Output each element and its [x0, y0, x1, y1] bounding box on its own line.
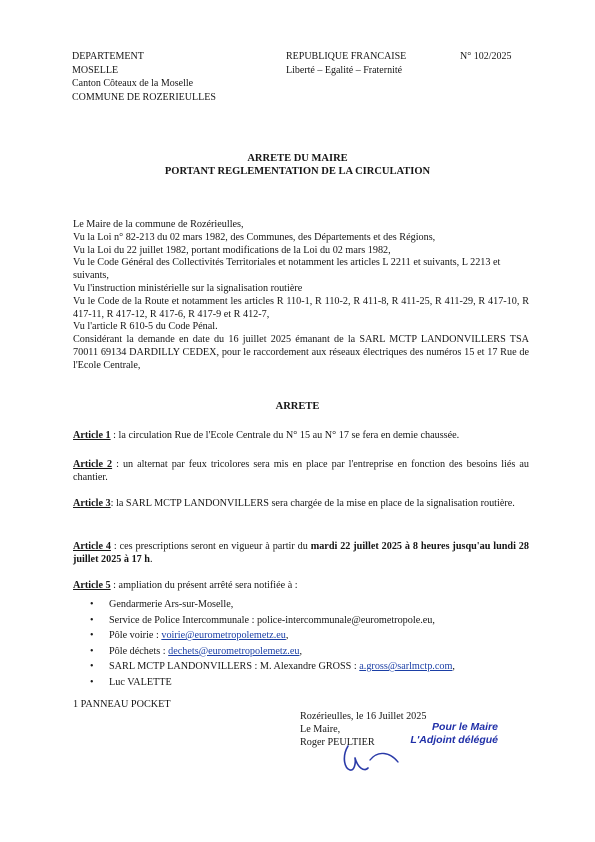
article-1-label: Article 1: [73, 430, 111, 441]
delegation-stamp: [404, 721, 498, 747]
republic-title: REPUBLIQUE FRANCAISE: [286, 51, 407, 62]
article-4-period: mardi 22 juillet 2025 à 8 heures jusqu'au lundi 28 juillet 2025 à 17 h: [73, 541, 529, 565]
list-item: [90, 613, 455, 629]
article-4: [73, 541, 529, 567]
article-2: [73, 459, 529, 485]
list-item: [90, 659, 455, 675]
email-link[interactable]: dechets@eurometropolemetz.eu: [168, 645, 300, 657]
preamble-line: Vu l'instruction ministérielle sur la signalisation routière: [73, 282, 303, 294]
recipient-text: SARL MCTP LANDONVILLERS : M. Alexandre GROSS :: [109, 661, 360, 672]
decree-title-line1: ARRETE DU MAIRE: [247, 153, 348, 164]
list-item: [90, 597, 455, 613]
preamble-line: Vu la Loi n° 82-213 du 02 mars 1982, des Communes, des Départements et des Régions,: [73, 231, 436, 243]
decree-heading: ARRETE: [275, 401, 320, 412]
stamp-line2: L'Adjoint délégué: [410, 734, 498, 746]
commune-name: COMMUNE DE ROZERIEULLES: [72, 91, 216, 103]
article-3-label: Article 3: [73, 498, 111, 509]
article-5: [73, 580, 298, 593]
article-3-text: : la SARL MCTP LANDONVILLERS sera chargée de la mise en place de la signalisation routière.: [110, 498, 515, 509]
preamble-line: Le Maire de la commune de Rozérieulles,: [73, 219, 244, 230]
stamp-line1: Pour le Maire: [432, 721, 498, 733]
decree-title-line2: PORTANT REGLEMENTATION DE LA CIRCULATION: [164, 166, 431, 177]
panel-note: 1 PANNEAU POCKET: [73, 699, 171, 710]
article-4-label: Article 4: [73, 541, 111, 552]
department-name: MOSELLE: [72, 64, 119, 76]
handwritten-signature: [340, 738, 410, 778]
preamble: [73, 219, 529, 373]
republic-motto: Liberté – Egalité – Fraternité: [286, 64, 403, 76]
email-link[interactable]: a.gross@sarlmctp.com: [359, 661, 453, 672]
article-4-text: : ces prescriptions seront en vigueur à partir du: [110, 541, 311, 552]
header-left: [72, 50, 216, 104]
header-center: [286, 50, 406, 77]
recipient-suffix: ,: [299, 645, 302, 657]
department-label: DEPARTEMENT: [72, 51, 144, 62]
canton-name: Canton Côteaux de la Moselle: [72, 78, 194, 89]
list-item: [90, 644, 455, 660]
article-4-end: .: [149, 553, 153, 565]
article-1-text: : la circulation Rue de l'Ecole Centrale du N° 15 au N° 17 se fera en demie chaussée.: [110, 430, 460, 441]
recipient-text: Luc VALETTE: [109, 676, 172, 688]
recipient-suffix: ,: [452, 661, 455, 672]
recipient-text: Service de Police Intercommunale : police-intercommunale@eurometropole.eu,: [109, 614, 435, 626]
recipient-text: Gendarmerie Ars-sur-Moselle,: [109, 599, 234, 610]
recipient-suffix: ,: [285, 630, 289, 641]
article-5-label: Article 5: [73, 580, 111, 591]
list-item: [90, 675, 455, 691]
recipient-text: Pôle déchets :: [109, 645, 169, 657]
email-link[interactable]: voirie@eurometropolemetz.eu: [161, 630, 286, 641]
signature-role: Le Maire,: [300, 724, 341, 735]
article-2-text: : un alternat par feux tricolores sera mis en place par l'entreprise en fonction des besoins liés au chantier.: [73, 459, 529, 483]
article-2-label: Article 2: [73, 459, 113, 470]
decree-number: N° 102/2025: [460, 51, 512, 62]
article-1: [73, 430, 529, 443]
article-5-text: : ampliation du présent arrêté sera notifiée à :: [110, 580, 298, 591]
distribution-list: [90, 597, 455, 690]
signature-name: Roger PEULTIER: [300, 737, 375, 748]
signature-place-date: Rozérieulles, le 16 Juillet 2025: [300, 711, 427, 722]
preamble-line: Vu le Code de la Route et notamment les articles R 110-1, R 110-2, R 411-8, R 411-25, R 411-29, R 417-10, R 417-11, R 417-12, R 417-6, R 417-9 et R 412-7,: [73, 295, 529, 320]
preamble-line: Vu le Code Général des Collectivités Territoriales et notamment les articles L 2211 et suivants, L 2213 et suivants,: [73, 257, 501, 282]
preamble-line: Considérant la demande en date du 16 juillet 2025 émanant de la SARL MCTP LANDONVILLERS TSA 70011 69134 DARDILLY CEDEX, pour le raccordement aux réseaux électriques des numéros 15 et 17 Rue de l'Ecole Centrale,: [73, 334, 529, 371]
preamble-line: Vu la Loi du 22 juillet 1982, portant modifications de la Loi du 02 mars 1982,: [73, 244, 391, 256]
article-3: [73, 498, 529, 511]
recipient-text: Pôle voirie :: [109, 630, 162, 641]
preamble-line: Vu l'article R 610-5 du Code Pénal.: [73, 321, 218, 333]
list-item: [90, 628, 455, 644]
